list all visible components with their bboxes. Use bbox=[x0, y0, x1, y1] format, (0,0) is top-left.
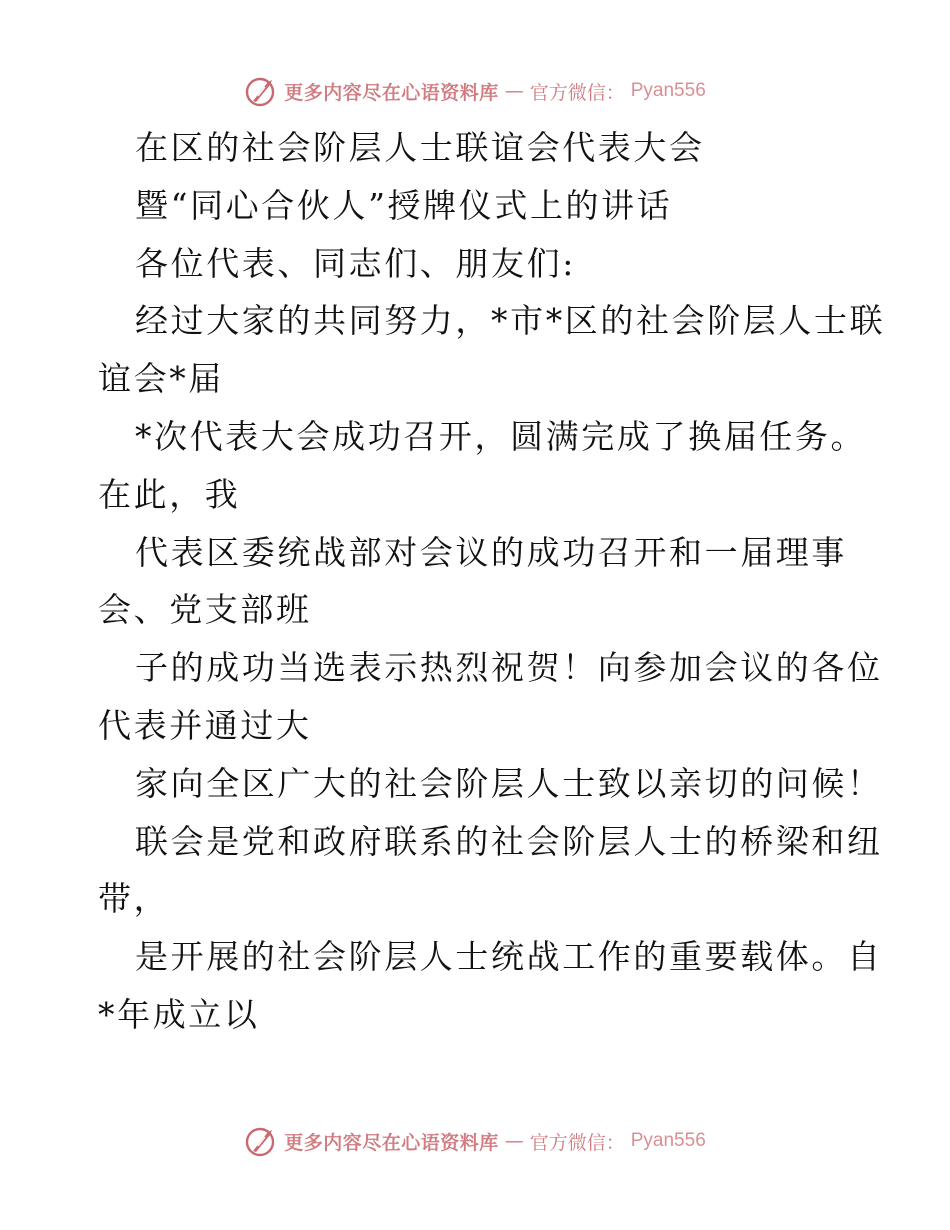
paragraph-line: 代表并通过大 bbox=[98, 705, 312, 745]
paragraph-line: 经过大家的共同努力，*市*区的社会阶层人士联 bbox=[135, 301, 886, 341]
paragraph-line: *次代表大会成功召开，圆满完成了换届任务。 bbox=[135, 416, 867, 456]
title-line-1: 在区的社会阶层人士联谊会代表大会 bbox=[135, 128, 705, 167]
watermark-main-text: 更多内容尽在心语资料库 bbox=[284, 1131, 499, 1154]
paragraph-line: 子的成功当选表示热烈祝贺！向参加会议的各位 bbox=[135, 648, 883, 688]
paragraph-line: 会、党支部班 bbox=[98, 590, 312, 630]
watermark-separator: — bbox=[504, 80, 524, 102]
quill-logo-icon bbox=[244, 1124, 278, 1158]
paragraph-line: 联会是党和政府联系的社会阶层人士的桥梁和纽 bbox=[135, 821, 883, 861]
paragraph-line: 谊会*届 bbox=[98, 359, 224, 399]
title-line-2: 暨“同心合伙人”授牌仪式上的讲话 bbox=[135, 185, 673, 225]
paragraph-line: 是开展的社会阶层人士统战工作的重要载体。自 bbox=[135, 937, 883, 977]
paragraph-line: *年成立以 bbox=[98, 994, 260, 1034]
paragraph-line: 带， bbox=[98, 879, 170, 919]
paragraph-line: 代表区委统战部对会议的成功召开和一届理事 bbox=[135, 532, 847, 572]
watermark-label: 官方微信： bbox=[529, 1131, 625, 1154]
paragraph-line: 家向全区广大的社会阶层人士致以亲切的问候！ bbox=[135, 763, 883, 803]
watermark-account: Pyan556 bbox=[630, 1130, 706, 1151]
quill-logo-icon bbox=[244, 74, 278, 108]
paragraph-line: 在此，我 bbox=[98, 474, 241, 514]
footer-watermark bbox=[0, 1124, 950, 1158]
salutation-line: 各位代表、同志们、朋友们: bbox=[135, 243, 576, 283]
watermark-main-text: 更多内容尽在心语资料库 bbox=[284, 81, 499, 104]
document-body bbox=[98, 119, 886, 1044]
header-watermark bbox=[0, 74, 950, 108]
watermark-label: 官方微信： bbox=[529, 81, 625, 104]
watermark-separator: — bbox=[504, 1130, 524, 1152]
watermark-account: Pyan556 bbox=[630, 80, 706, 101]
